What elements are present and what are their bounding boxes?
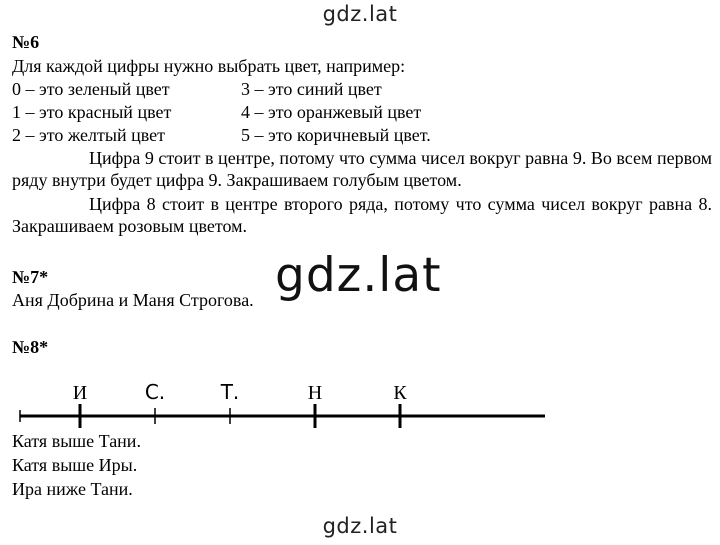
watermark-top: gdz.lat <box>322 2 398 26</box>
number-line-label: И <box>72 382 88 404</box>
conclusion-3: Ира ниже Тани. <box>12 479 133 499</box>
task6-paragraph-2 <box>12 193 712 237</box>
task6-paragraph-1-text: Цифра 9 стоит в центре, потому что сумма чисел вокруг равна 9. Во всем первом ряду внутри будет цифра 9. Закрашиваем голубым цветом. <box>12 148 712 190</box>
color-rule-1: 1 – это красный цвет <box>12 102 172 122</box>
color-rule-0: 0 – это зеленый цвет <box>12 79 170 99</box>
conclusion-2: Катя выше Иры. <box>12 455 138 475</box>
task6-paragraph-2-text: Цифра 8 стоит в центре второго ряда, потому что сумма чисел вокруг равна 8. Закрашиваем розовым цветом. <box>12 194 712 236</box>
task6-paragraph-1 <box>12 147 712 191</box>
color-rule-3: 3 – это синий цвет <box>241 79 382 99</box>
task8-heading: №8* <box>12 337 49 357</box>
task7-heading: №7* <box>12 267 49 287</box>
color-rule-5: 5 – это коричневый цвет. <box>241 125 431 145</box>
task6-heading: №6 <box>12 32 40 52</box>
color-rule-2: 2 – это желтый цвет <box>12 125 165 145</box>
task6-intro: Для каждой цифры нужно выбрать цвет, например: <box>12 56 406 76</box>
number-line-label: Н <box>307 382 323 404</box>
conclusion-1: Катя выше Тани. <box>12 431 141 451</box>
task7-answer: Аня Добрина и Маня Строгова. <box>12 290 254 310</box>
number-line-label: Т. <box>220 380 240 404</box>
number-line <box>0 375 720 435</box>
watermark-middle: gdz.lat <box>275 248 442 303</box>
number-line-label: К <box>393 382 407 404</box>
number-line-label: С. <box>144 380 166 404</box>
watermark-bottom: gdz.lat <box>322 514 398 538</box>
color-rule-4: 4 – это оранжевый цвет <box>241 102 422 122</box>
